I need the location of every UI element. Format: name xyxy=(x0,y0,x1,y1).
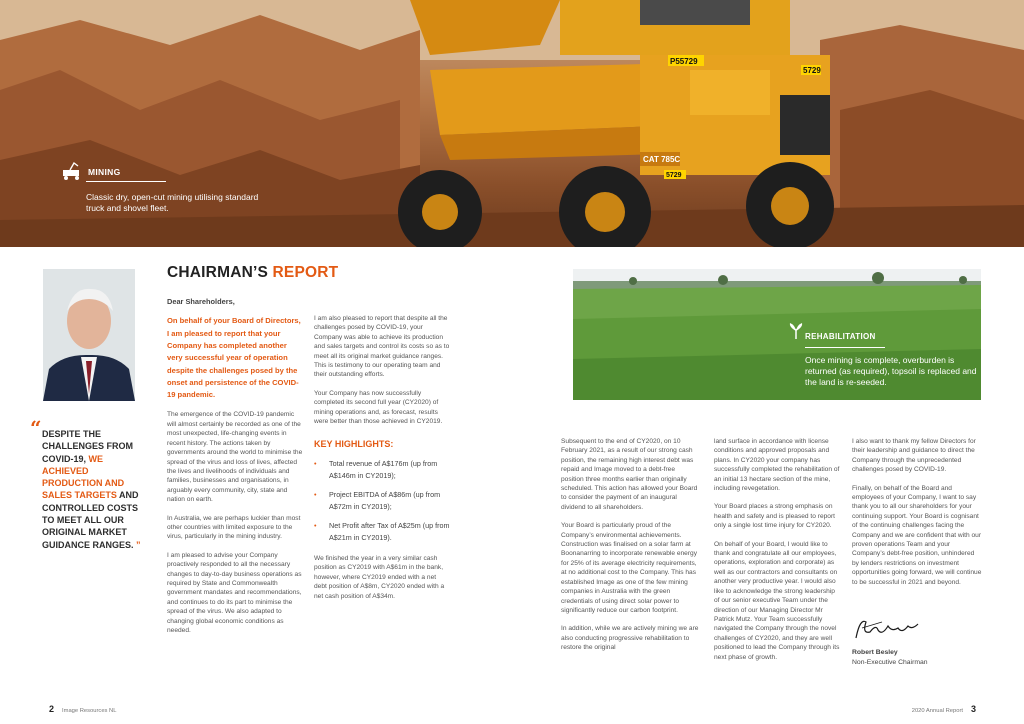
body-paragraph: Subsequent to the end of CY2020, on 10 February 2021, as a result of our strong cash position, the remaining high interest debt was repaid and Image moved to a debt-free position three months earlier than originally scheduled. This action has allowed your Board to consider the payment of an inaugural dividend to all shareholders. xyxy=(561,438,698,511)
quote-line: DESPITE THE xyxy=(42,429,102,439)
footer-label: Image Resources NL xyxy=(62,708,117,714)
body-paragraph: Your Company has now successfully completed its second full year (CY2020) of mining operations and, as forecast, results were better than those achieved in CY2019. xyxy=(314,389,443,426)
caption-divider xyxy=(86,181,166,182)
chairman-portrait xyxy=(43,269,135,401)
caption-divider xyxy=(805,347,885,348)
report-column-2 xyxy=(314,314,450,610)
body-paragraph: Finally, on behalf of the Board and employees of your Company, I want to say thank you to all our shareholders for your continuing support. Your Board is cognisant of the continuing challenges facing the Company and we are confident that with our proven operations Team and your Company’s debt-free position, unhindered by lenders restrictions on investment opportunities going forward, we will continue to be successful in 2021 and beyond. xyxy=(852,484,982,586)
bullet-icon: • xyxy=(314,489,317,499)
body-paragraph: On behalf of your Board, I would like to thank and congratulate all our employees, operations, exploration and corporate) as well as our contractors and consultants on another very productive year. I would also like to acknowledge the strong leadership of our senior executive Team under the direction of our Managing Director Mr Patrick Mutz. Your Team successfully navigated the Company through the novel challenges of CY2020, and they are well positioned to lead the Company through its next phase of growth. xyxy=(714,540,840,661)
body-paragraph: I am pleased to advise your Company proactively responded to all the necessary changes to day-to-day business operations as required by State and Commonwealth government mandates and recommendations, and continues to do its part to minimise the spread of the virus. We also adapted to changing global economic conditions as needed. xyxy=(167,551,302,635)
quote-highlight: WE ACHIEVED xyxy=(42,453,104,476)
quote-line: CHALLENGES FROM xyxy=(42,441,133,452)
highlight-item xyxy=(314,458,450,482)
signer-block xyxy=(852,648,928,668)
truck-side-number: 5729 xyxy=(666,172,682,179)
body-paragraph: The emergence of the COVID-19 pandemic will almost certainly be recorded as one of the most unexpected, life-changing events in recent history. The actions taken by governments around the world to minimise the spread of the virus and loss of lives, affected the lives and livelihoods of individuals and families, businesses and organisations, in arguably every community, city, state and nation on earth. xyxy=(167,411,303,504)
hero-mining-photo xyxy=(0,0,1024,247)
rehabilitation-caption-title: REHABILITATION xyxy=(805,332,876,341)
body-paragraph: In addition, while we are actively mining we are also conducting progressive rehabilitation to restore the original xyxy=(561,625,699,652)
footer-left xyxy=(49,704,116,714)
quote-highlight: SALES TARGETS xyxy=(42,490,117,501)
truck-plate-2: 5729 xyxy=(803,66,821,75)
report-column-4 xyxy=(714,437,842,671)
page-number: 3 xyxy=(970,704,976,714)
body-paragraph: In Australia, we are perhaps luckier than most other countries with limited exposure to the virus, particularly in the mining industry. xyxy=(167,514,301,541)
truck-model-label: CAT 785C xyxy=(643,155,681,164)
truck-plate-1: P55729 xyxy=(670,57,698,66)
body-paragraph: I am also pleased to report that despite all the challenges posed by COVID-19, your Company was able to achieve its production and sales targets and control its costs so as to meet all its original market guidance ranges. This is testimony to our operating team and their outstanding efforts. xyxy=(314,315,450,379)
page-number: 2 xyxy=(49,704,55,714)
pull-quote xyxy=(30,416,148,551)
greeting: Dear Shareholders, xyxy=(167,297,235,306)
chairman-signature xyxy=(852,614,922,644)
highlight-text: Total revenue of A$176m (up from A$146m in CY2019); xyxy=(329,458,438,480)
highlight-item xyxy=(314,520,450,544)
quote-line: GUIDANCE RANGES. xyxy=(42,539,134,550)
title-main: CHAIRMAN’S xyxy=(167,264,273,281)
body-paragraph: Your Board is particularly proud of the Company’s environmental achievements. Construction was finalised on a solar farm at Boonanarring to incorporate renewable energy for 25% of its average electricity requirements, at no additional cost to the Company. This has established Image as one of the few mining companies in Australia with the green credentials of using direct solar power to significantly reduce our carbon footprint. xyxy=(561,522,697,614)
highlight-item xyxy=(314,489,450,513)
mining-caption-title: MINING xyxy=(88,167,121,177)
signer-title: Non-Executive Chairman xyxy=(852,659,928,666)
bullet-icon: • xyxy=(314,520,317,530)
quote-line: COVID-19, xyxy=(42,453,89,464)
bullet-icon: • xyxy=(314,458,317,468)
body-paragraph: Your Board places a strong emphasis on health and safety and is pleased to report only a single lost time injury for CY2020. xyxy=(714,503,835,530)
report-column-5 xyxy=(852,437,982,596)
body-paragraph: I also want to thank my fellow Directors for their leadership and guidance to direct the Company through the unprecedented challenges posed by COVID-19. xyxy=(852,438,976,474)
quote-line: AND xyxy=(116,490,139,501)
footer-label: 2020 Annual Report xyxy=(911,708,963,714)
mining-caption-text: Classic dry, open-cut mining utilising standard truck and shovel fleet. xyxy=(86,192,259,213)
report-column-1 xyxy=(167,297,303,644)
lead-paragraph: On behalf of your Board of Directors, I am pleased to report that your Company has completed another very successful year of operation despite the challenges posed by the onset and persistence of the COVID-19 pandemic. xyxy=(167,316,301,400)
quote-highlight: PRODUCTION AND xyxy=(42,478,125,489)
rehabilitation-photo xyxy=(573,269,981,400)
close-quote-mark: ” xyxy=(136,539,141,550)
footer-right xyxy=(912,704,976,714)
signer-name: Robert Besley xyxy=(852,649,898,656)
body-paragraph: land surface in accordance with license conditions and approved proposals and plans. In CY2020 your company has successfully completed the rehabilitation of an initial 13 hectare section of the mine, including revegetation. xyxy=(714,438,840,493)
page-title xyxy=(167,264,338,282)
report-column-3 xyxy=(561,437,699,662)
quote-line: TO MEET ALL OUR xyxy=(42,515,124,526)
body-paragraph: We finished the year in a very similar cash position as CY2019 with A$61m in the bank, however, where CY2019 ended with a net debt position of A$8m, CY2020 ended with a net cash position of A$34m. xyxy=(314,554,445,600)
highlight-text: Project EBITDA of A$86m (up from A$72m in CY2019); xyxy=(329,489,441,511)
key-highlights-heading: KEY HIGHLIGHTS: xyxy=(314,439,394,450)
open-quote-mark: “ xyxy=(30,416,42,440)
rehabilitation-caption-text: Once mining is complete, overburden is returned (as required), topsoil is replaced and the land is re-seeded. xyxy=(805,355,977,387)
title-accent: REPORT xyxy=(272,264,339,281)
quote-line: ORIGINAL MARKET xyxy=(42,527,127,538)
quote-line: CONTROLLED COSTS xyxy=(42,502,138,513)
highlight-text: Net Profit after Tax of A$25m (up from A$21m in CY2019). xyxy=(329,520,450,542)
